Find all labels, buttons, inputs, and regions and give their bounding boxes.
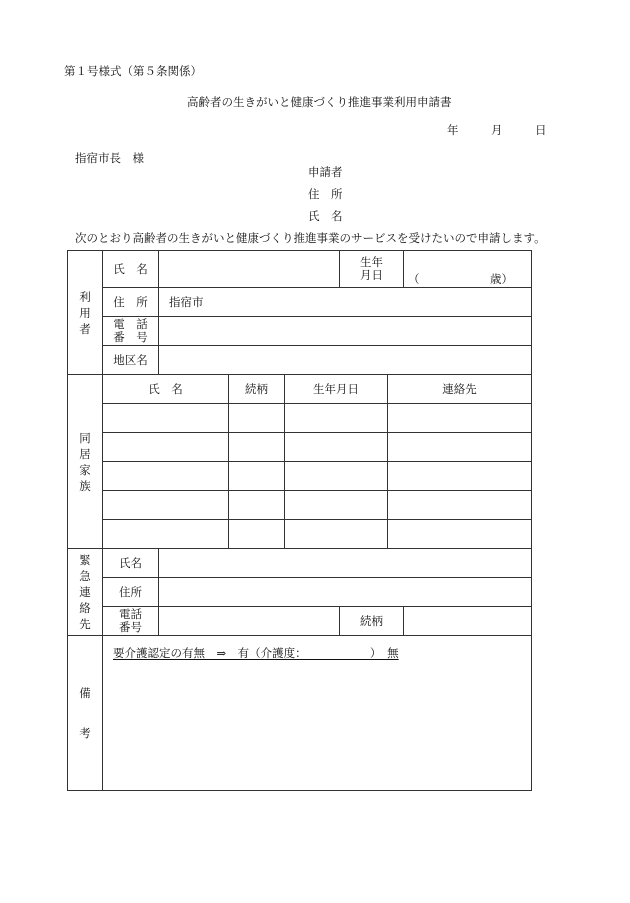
- family-name-cell[interactable]: [103, 491, 229, 520]
- family-row: [68, 520, 532, 549]
- intro-text: 次のとおり高齢者の生きがいと健康づくり推進事業のサービスを受けたいので申請します。: [75, 231, 546, 245]
- user-address-label: 住 所: [103, 288, 159, 317]
- family-birth-cell[interactable]: [285, 491, 388, 520]
- user-address-field[interactable]: 指宿市: [159, 288, 532, 317]
- family-contact-cell[interactable]: [388, 462, 532, 491]
- emergency-phone-field[interactable]: [159, 607, 340, 636]
- remarks-field[interactable]: [103, 636, 532, 791]
- family-contact-cell[interactable]: [388, 520, 532, 549]
- family-relation-cell[interactable]: [229, 433, 285, 462]
- applicant-name-label: 氏 名: [308, 209, 343, 223]
- family-relation-cell[interactable]: [229, 491, 285, 520]
- emergency-relation-field[interactable]: [404, 607, 532, 636]
- family-col-contact: 連絡先: [388, 375, 532, 404]
- user-name-field[interactable]: [159, 251, 340, 288]
- family-name-cell[interactable]: [103, 520, 229, 549]
- family-birth-cell[interactable]: [285, 462, 388, 491]
- family-section-label: 同 居 家 族: [68, 375, 103, 549]
- addressee: 指宿市長 様: [75, 151, 144, 165]
- family-col-name: 氏 名: [103, 375, 229, 404]
- user-birth-label: 生年 月日: [340, 251, 404, 288]
- user-section-label: 利 用 者: [68, 251, 103, 375]
- user-district-field[interactable]: [159, 346, 532, 375]
- application-form-table: [67, 250, 532, 791]
- family-contact-cell[interactable]: [388, 433, 532, 462]
- date-year-label: 年: [447, 123, 459, 137]
- family-contact-cell[interactable]: [388, 404, 532, 433]
- family-birth-cell[interactable]: [285, 404, 388, 433]
- form-title: 高齢者の生きがいと健康づくり推進事業利用申請書: [187, 95, 452, 109]
- family-row: [68, 404, 532, 433]
- user-phone-field[interactable]: [159, 317, 532, 346]
- remarks-section-label: 備 考: [68, 636, 103, 791]
- emergency-address-field[interactable]: [159, 578, 532, 607]
- form-number: 第１号様式（第５条関係）: [64, 64, 202, 78]
- family-relation-cell[interactable]: [229, 520, 285, 549]
- emergency-address-label: 住所: [103, 578, 159, 607]
- family-birth-cell[interactable]: [285, 433, 388, 462]
- family-row: [68, 491, 532, 520]
- family-contact-cell[interactable]: [388, 491, 532, 520]
- applicant-address-label: 住 所: [308, 187, 343, 201]
- date-day-label: 日: [535, 123, 547, 137]
- user-age-open: （: [408, 272, 420, 286]
- care-certification-line: 要介護認定の有無 ⇒ 有（介護度： ） 無: [113, 646, 399, 660]
- family-name-cell[interactable]: [103, 404, 229, 433]
- user-phone-label: 電 話 番 号: [103, 317, 159, 346]
- date-month-label: 月: [491, 123, 503, 137]
- emergency-name-label: 氏名: [103, 549, 159, 578]
- family-name-cell[interactable]: [103, 462, 229, 491]
- emergency-relation-label: 続柄: [340, 607, 404, 636]
- emergency-name-field[interactable]: [159, 549, 532, 578]
- applicant-label: 申請者: [308, 165, 343, 179]
- family-birth-cell[interactable]: [285, 520, 388, 549]
- emergency-section-label: 緊 急 連 絡 先: [68, 549, 103, 636]
- family-row: [68, 462, 532, 491]
- user-name-label: 氏 名: [103, 251, 159, 288]
- user-birth-field[interactable]: [404, 251, 532, 288]
- family-name-cell[interactable]: [103, 433, 229, 462]
- user-age-close: 歳）: [490, 272, 513, 286]
- emergency-phone-label: 電話 番号: [103, 607, 159, 636]
- family-relation-cell[interactable]: [229, 404, 285, 433]
- family-col-birth: 生年月日: [285, 375, 388, 404]
- family-col-relation: 続柄: [229, 375, 285, 404]
- user-district-label: 地区名: [103, 346, 159, 375]
- family-row: [68, 433, 532, 462]
- family-relation-cell[interactable]: [229, 462, 285, 491]
